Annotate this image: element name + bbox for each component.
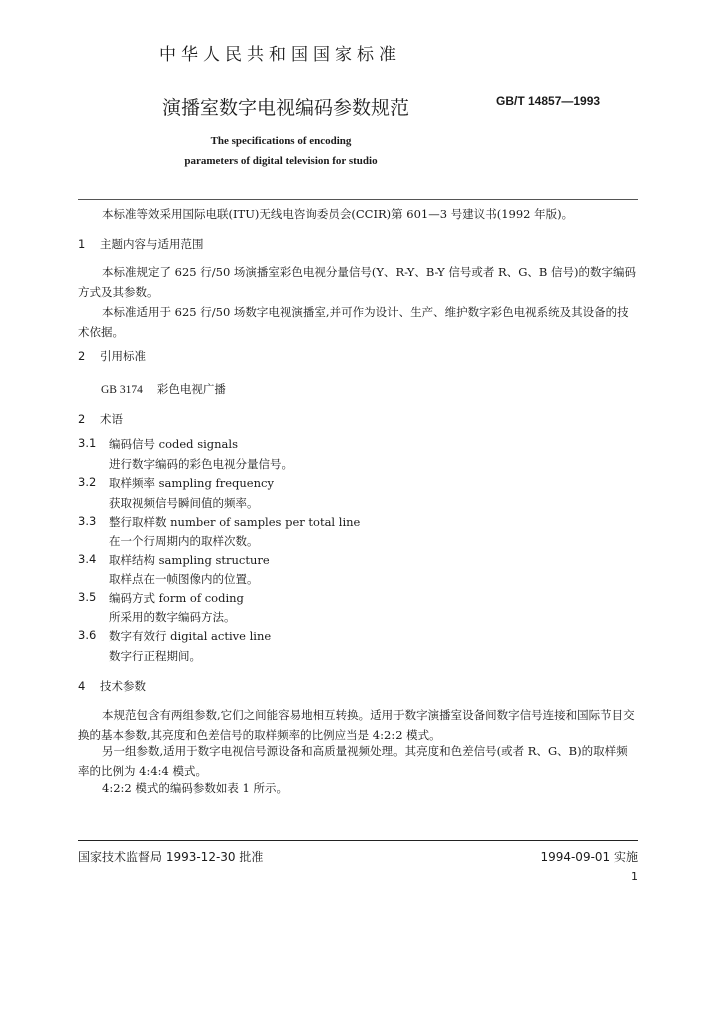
term-name: 数字有效行 digital active line <box>109 629 272 643</box>
section-1-paragraph-1: 本标准规定了 625 行/50 场演播室彩色电视分量信号(Y、R-Y、B-Y 信号或者 R、G、B 信号)的数字编码方式及其参数。 <box>78 265 636 299</box>
section-1-heading <box>78 236 204 252</box>
document-title: 演播室数字电视编码参数规范 <box>162 97 410 119</box>
term-number: 3.4 <box>78 552 97 566</box>
term-number: 3.1 <box>78 436 97 450</box>
english-title-line-2: parameters of digital television for studio <box>184 155 378 167</box>
term-name: 整行取样数 number of samples per total line <box>109 515 361 529</box>
term-number: 3.2 <box>78 475 97 489</box>
section-2-title: 引用标准 <box>100 349 146 363</box>
term-number: 3.3 <box>78 514 97 528</box>
standard-type-header: 中华人民共和国国家标准 <box>159 45 401 65</box>
english-title <box>150 131 412 171</box>
term-definition: 所采用的数字编码方法。 <box>109 610 236 624</box>
term-name: 取样频率 sampling frequency <box>109 476 274 490</box>
section-4-heading <box>78 678 146 694</box>
term-number: 3.6 <box>78 628 97 642</box>
standard-code: GB/T 14857—1993 <box>496 94 601 108</box>
section-4-number: 4 <box>78 679 86 693</box>
term-name: 编码信号 coded signals <box>109 437 238 451</box>
section-3-title: 术语 <box>100 412 123 426</box>
section-4-paragraph-1: 本规范包含有两组参数,它们之间能容易地相互转换。适用于数字演播室设备间数字信号连接和国际节目交换的基本参数,其亮度和色差信号的取样频率的比例应当是 4:2:2 模式。 <box>78 708 635 742</box>
header-divider <box>78 199 638 200</box>
term-definition: 取样点在一帧图像内的位置。 <box>109 572 259 586</box>
section-1-paragraph-2: 本标准适用于 625 行/50 场数字电视演播室,并可作为设计、生产、维护数字彩色电视系统及其设备的技术依据。 <box>78 305 629 339</box>
term-number: 3.5 <box>78 590 97 604</box>
term-name: 编码方式 form of coding <box>109 591 244 605</box>
english-title-line-1: The specifications of encoding <box>210 135 352 147</box>
section-1-title: 主题内容与适用范围 <box>100 237 204 251</box>
page-number: 1 <box>631 870 638 883</box>
term-definition: 获取视频信号瞬间值的频率。 <box>109 496 259 510</box>
section-2-heading <box>78 348 146 364</box>
section-1-number: 1 <box>78 237 86 251</box>
footer-divider <box>78 840 638 841</box>
section-4-title: 技术参数 <box>100 679 146 693</box>
effective-date-note: 1994-09-01 实施 <box>540 850 638 864</box>
reference-entry <box>101 379 226 400</box>
approval-note: 国家技术监督局 1993-12-30 批准 <box>78 850 264 864</box>
intro-paragraph: 本标准等效采用国际电联(ITU)无线电咨询委员会(CCIR)第 601—3 号建议书(1992 年版)。 <box>102 207 574 221</box>
section-4-paragraph-2: 另一组参数,适用于数字电视信号源设备和高质量视频处理。其亮度和色差信号(或者 R、G、B)的取样频率的比例为 4:4:4 模式。 <box>78 744 628 778</box>
section-2-number: 2 <box>78 349 86 363</box>
section-3-number: 2 <box>78 412 86 426</box>
reference-title: 彩色电视广播 <box>156 382 226 396</box>
term-definition: 进行数字编码的彩色电视分量信号。 <box>109 457 293 471</box>
term-definition: 数字行正程期间。 <box>109 649 201 663</box>
term-definition: 在一个行周期内的取样次数。 <box>109 534 259 548</box>
section-3-heading <box>78 411 123 427</box>
reference-code: GB 3174 <box>101 384 143 396</box>
section-4-paragraph-3: 4:2:2 模式的编码参数如表 1 所示。 <box>102 781 288 795</box>
term-name: 取样结构 sampling structure <box>109 553 270 567</box>
